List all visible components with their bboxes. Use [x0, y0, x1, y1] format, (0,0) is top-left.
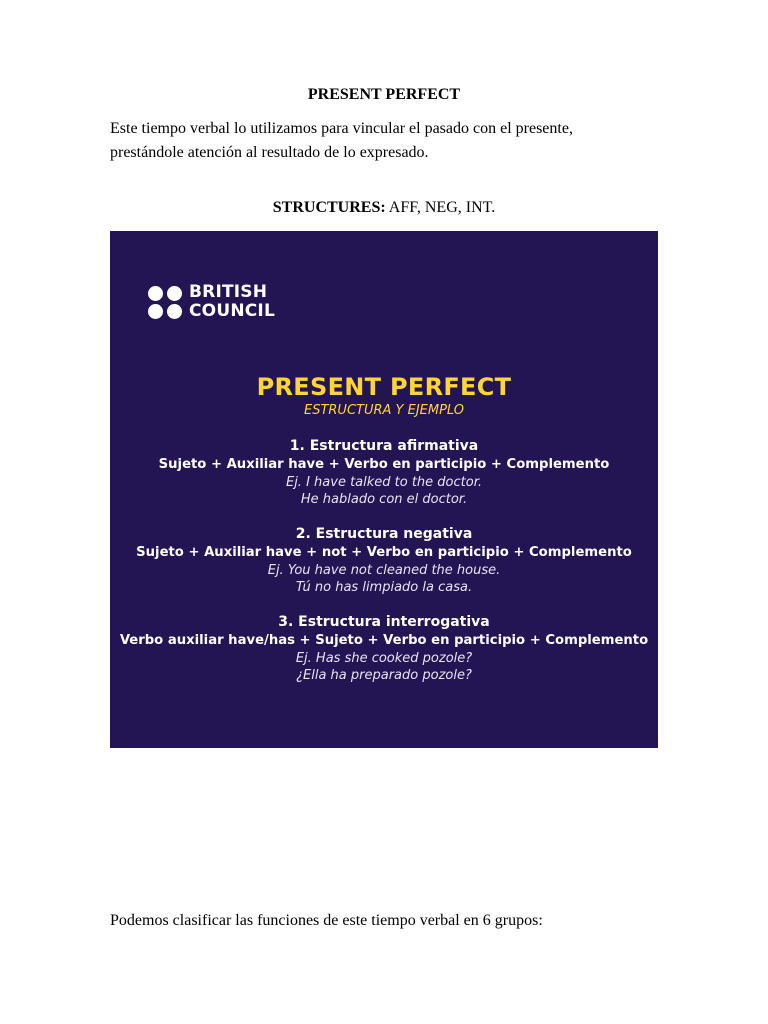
structures-label: STRUCTURES: — [272, 199, 386, 216]
section-heading: 1. Estructura afirmativa — [289, 438, 479, 454]
section-heading: 2. Estructura negativa — [295, 526, 473, 542]
logo-line: COUNCIL — [189, 301, 275, 321]
british-council-infographic — [110, 231, 658, 748]
example-spanish: ¿Ella ha preparado pozole? — [296, 668, 472, 683]
example-english: Ej. Has she cooked pozole? — [295, 651, 473, 666]
example-spanish: He hablado con el doctor. — [300, 492, 468, 507]
document-title: PRESENT PERFECT — [307, 86, 461, 103]
structure-section-interrogative — [110, 613, 658, 684]
logo-text — [189, 283, 275, 321]
structure-section-negative — [110, 525, 658, 596]
section-formula: Sujeto + Auxiliar have + Verbo en participio + Complemento — [158, 457, 610, 472]
structure-section-affirmative — [110, 437, 658, 508]
british-council-logo — [148, 283, 288, 323]
example-spanish: Tú no has limpiado la casa. — [295, 580, 473, 595]
intro-line: Este tiempo verbal lo utilizamos para vincular el pasado con el presente, — [110, 120, 573, 137]
structures-value: AFF, NEG, INT. — [385, 199, 496, 216]
section-formula: Sujeto + Auxiliar have + not + Verbo en participio + Complemento — [136, 545, 632, 560]
structures-line — [0, 199, 768, 217]
intro-line: prestándole atención al resultado de lo expresado. — [110, 144, 429, 161]
logo-dots-icon — [148, 286, 184, 320]
section-formula: Verbo auxiliar have/has + Sujeto + Verbo en participio + Complemento — [119, 633, 649, 648]
intro-paragraph — [110, 117, 670, 165]
example-english: Ej. You have not cleaned the house. — [267, 563, 501, 578]
footer-paragraph: Podemos clasificar las funciones de este tiempo verbal en 6 grupos: — [110, 912, 543, 929]
card-title: PRESENT PERFECT — [256, 373, 512, 401]
section-heading: 3. Estructura interrogativa — [278, 614, 490, 630]
card-subtitle: ESTRUCTURA Y EJEMPLO — [303, 403, 464, 418]
example-english: Ej. I have talked to the doctor. — [285, 475, 482, 490]
logo-line: BRITISH — [189, 282, 268, 302]
